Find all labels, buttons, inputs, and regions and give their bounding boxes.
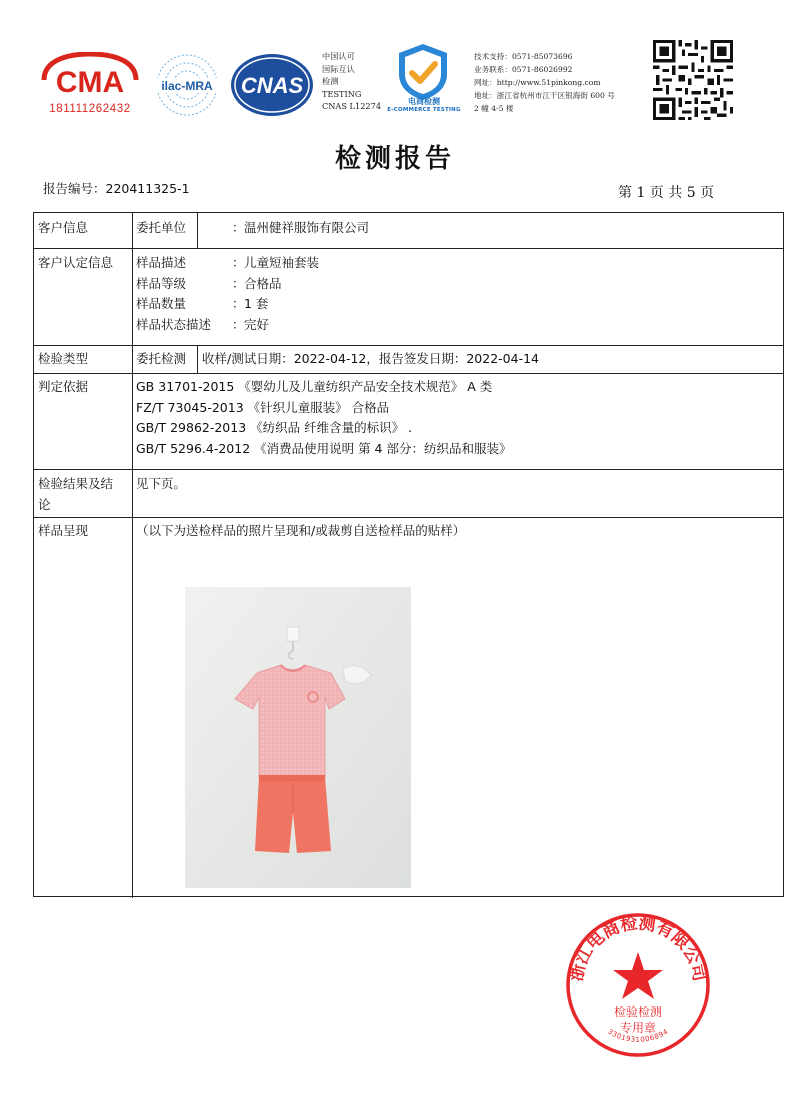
contact-block: [474, 50, 615, 115]
contact-line: 技术支持：0571-85073696: [474, 52, 573, 61]
sample-grade-key: 样品等级: [136, 275, 187, 291]
contact-line: 地址：浙江省杭州市江干区银海街 600 号: [474, 91, 615, 100]
result-label-line1: 检验结果及结: [38, 476, 114, 491]
cma-logo: [38, 52, 142, 116]
basis-line: GB 31701-2015 《婴幼儿及儿童纺织产品安全技术规范》 A 类: [136, 379, 493, 394]
cert-line: TESTING: [322, 88, 362, 99]
cert-line: 国际互认: [322, 63, 355, 74]
separator: ：: [232, 316, 245, 332]
table-col-divider: [197, 213, 198, 248]
cma-letters: MA: [77, 66, 125, 99]
result-label-line2: 论: [38, 496, 51, 512]
client-name: 温州健祥服饰有限公司: [244, 220, 370, 235]
basis-line: FZ/T 73045-2013 《针织儿童服装》 合格品: [136, 399, 390, 415]
client-info-label: 客户信息: [38, 220, 89, 235]
client-cert-label: 客户认定信息: [38, 255, 114, 270]
result-value: 见下页。: [136, 476, 187, 491]
table-row-divider: [34, 517, 783, 518]
table-col-divider: [132, 213, 133, 898]
sample-grade-value: 合格品: [244, 275, 282, 291]
table-row-divider: [34, 469, 783, 470]
separator: ：: [232, 220, 245, 235]
sample-qty-key: 样品数量: [136, 296, 187, 311]
cma-number: 181111262432: [49, 103, 131, 115]
contact-line: 业务联系：0571-86026992: [474, 65, 573, 74]
cnas-logo: [228, 50, 316, 120]
cert-text-block: [322, 50, 381, 113]
stamp-inner-line2: 专用章: [619, 1021, 657, 1035]
cert-line: CNAS L12274: [322, 101, 382, 112]
client-info-sub: 委托单位: [136, 220, 187, 235]
test-dates: 收样/测试日期：2022-04-12，报告签发日期：2022-04-14: [202, 351, 540, 366]
ecom-sub: E-COMMERCE TESTING: [387, 107, 461, 113]
sample-state-value: 完好: [244, 316, 270, 332]
separator: ：: [232, 275, 245, 291]
table-row-divider: [34, 345, 783, 346]
sample-desc-value: 儿童短袖套装: [244, 255, 320, 270]
ecom-label: 电商检测: [408, 97, 440, 106]
stamp-inner-line1: 检验检测: [613, 1005, 663, 1019]
test-type-sub: 委托检测: [136, 351, 187, 366]
sample-desc-key: 样品描述: [136, 255, 187, 270]
page-title: 检测报告: [334, 144, 455, 174]
contact-line: 2 幢 4-5 楼: [474, 104, 514, 113]
sample-qty-value: 1 套: [244, 296, 269, 311]
table-row-divider: [34, 373, 783, 374]
sample-label: 样品呈现: [38, 523, 89, 538]
cert-line: 检测: [322, 76, 339, 87]
sample-note: （以下为送检样品的照片呈现和/或裁剪自送检样品的贴样）: [136, 523, 466, 538]
basis-label: 判定依据: [38, 379, 89, 394]
clothing-photo-illustration: [185, 587, 411, 888]
report-number: 报告编号：220411325-1: [43, 181, 190, 196]
page-info: 第 1 页 共 5 页: [618, 185, 715, 201]
basis-line: GB/T 29862-2013 《纺织品 纤维含量的标识》 .: [136, 420, 413, 435]
stamp-number: 3301931006894: [606, 1027, 670, 1044]
sample-photo: [185, 587, 411, 888]
test-type-label: 检验类型: [38, 351, 89, 366]
ilac-mra-logo: [150, 50, 224, 120]
stamp-ring-text: 浙江电商检测有限公司: [566, 913, 710, 984]
svg-text:CMA: CMA: [55, 66, 125, 99]
company-seal-stamp: [565, 912, 711, 1058]
cnas-text: CNAS: [240, 73, 304, 98]
table-col-divider: [197, 345, 198, 373]
separator: ：: [232, 255, 245, 270]
cert-line: 中国认可: [322, 51, 355, 61]
basis-line: GB/T 5296.4-2012 《消费品使用说明 第 4 部分：纺织品和服装》: [136, 440, 512, 456]
separator: ：: [232, 296, 245, 311]
ilac-text: ilac-MRA: [161, 79, 213, 93]
contact-line: 网址：http://www.51pinkong.com: [474, 78, 601, 87]
table-row-divider: [34, 248, 783, 249]
qr-code-icon: [653, 40, 733, 120]
sample-state-key: 样品状态描述: [136, 316, 212, 332]
